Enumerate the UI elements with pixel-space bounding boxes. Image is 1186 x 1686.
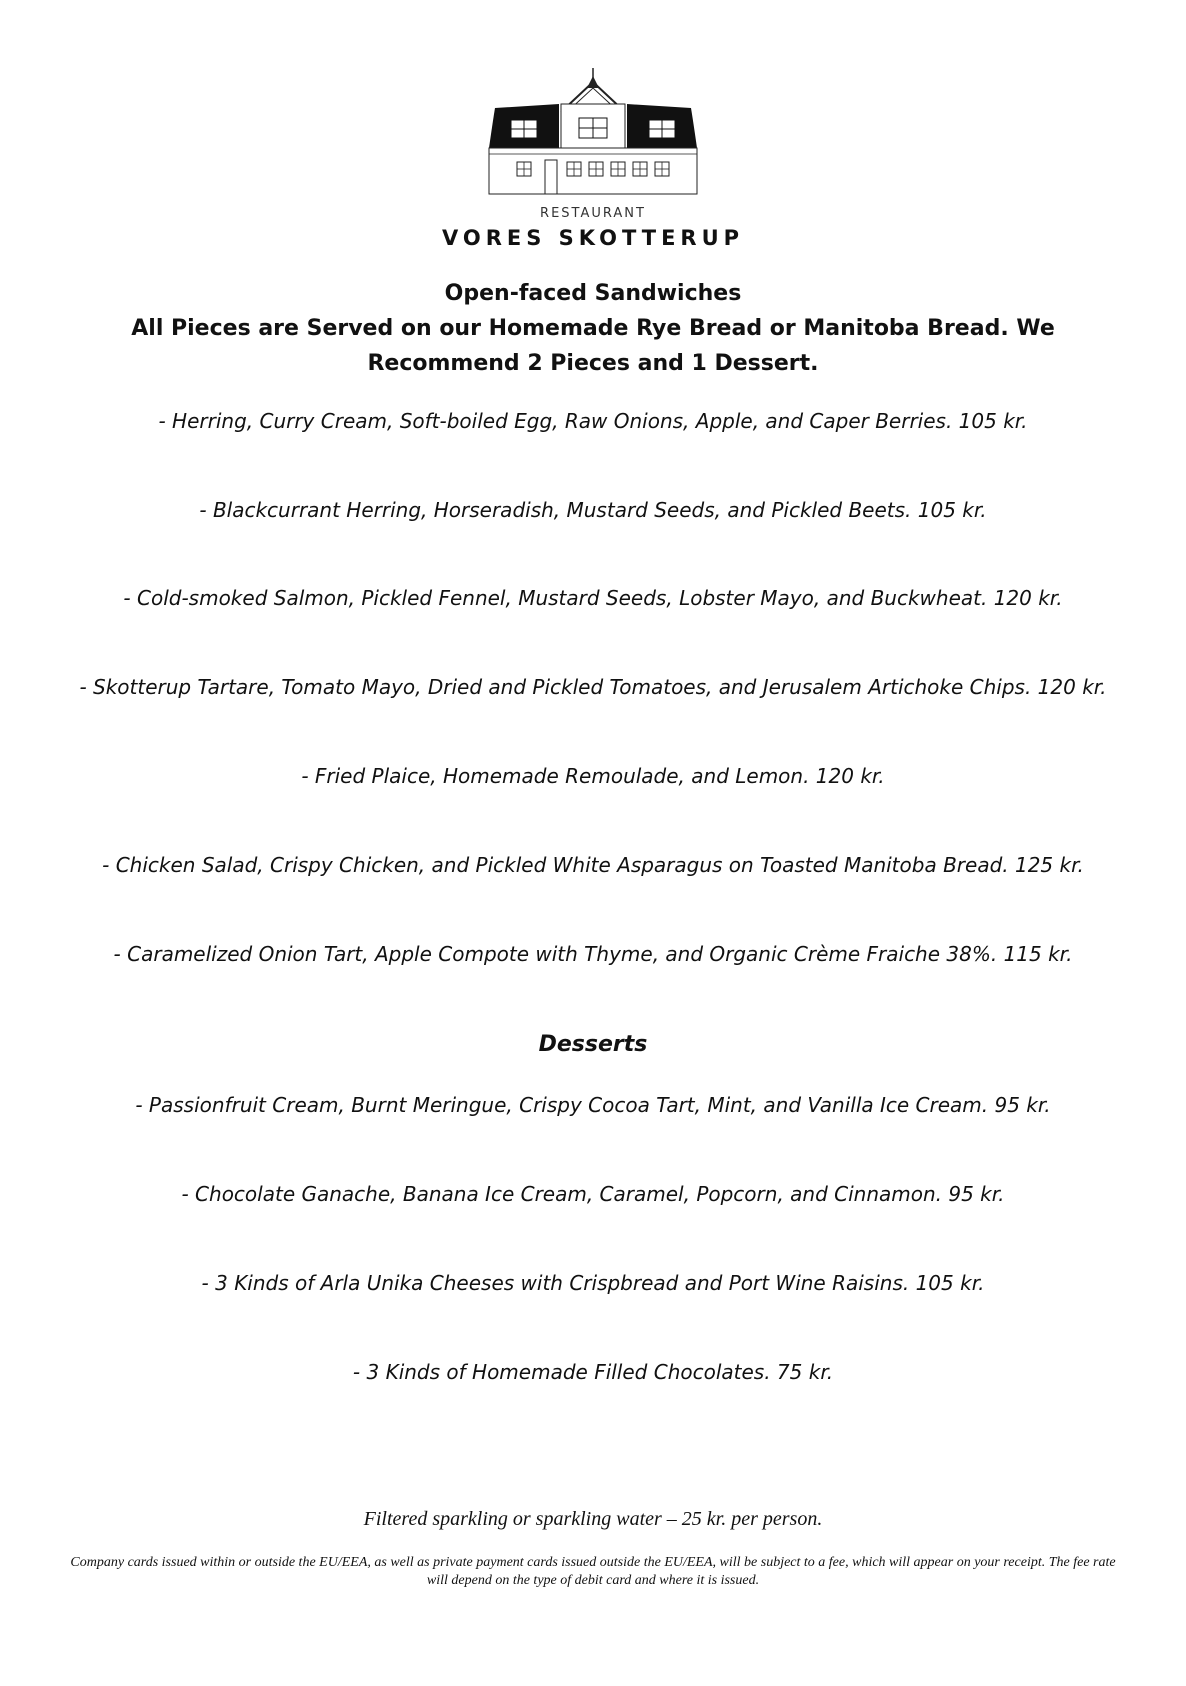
menu-item: - Blackcurrant Herring, Horseradish, Mustard Seeds, and Pickled Beets. 105 kr.: [199, 498, 987, 522]
restaurant-name: VORES SKOTTERUP: [441, 226, 745, 250]
sandwiches-title: Open-faced Sandwiches: [444, 281, 742, 306]
restaurant-house-logo: [487, 68, 699, 196]
desserts-title: Desserts: [538, 1032, 648, 1057]
sandwiches-subtitle: All Pieces are Served on our Homemade Rye Bread or Manitoba Bread. We Recommend 2 Pieces and 1 Dessert.: [131, 316, 1055, 376]
menu-item: - Herring, Curry Cream, Soft-boiled Egg, Raw Onions, Apple, and Caper Berries. 105 kr.: [158, 409, 1028, 433]
menu-item: - Fried Plaice, Homemade Remoulade, and Lemon. 120 kr.: [301, 764, 885, 788]
menu-item: - Skotterup Tartare, Tomato Mayo, Dried and Pickled Tomatoes, and Jerusalem Artichoke Chips. 120 kr.: [79, 675, 1107, 699]
menu-item: - Cold-smoked Salmon, Pickled Fennel, Mustard Seeds, Lobster Mayo, and Buckwheat. 120 kr.: [123, 586, 1063, 610]
dessert-item: - 3 Kinds of Arla Unika Cheeses with Crispbread and Port Wine Raisins. 105 kr.: [201, 1271, 985, 1295]
dessert-item: - Chocolate Ganache, Banana Ice Cream, Caramel, Popcorn, and Cinnamon. 95 kr.: [181, 1182, 1005, 1206]
card-fee-notice: Company cards issued within or outside the EU/EEA, as well as private payment cards issued outside the EU/EEA, will be subject to a fee, which will appear on your receipt. The fee rate will depend on the type of debit card and where it is issued.: [70, 1555, 1116, 1588]
restaurant-label: RESTAURANT: [540, 206, 646, 221]
dessert-item: - Passionfruit Cream, Burnt Meringue, Crispy Cocoa Tart, Mint, and Vanilla Ice Cream. 95 kr.: [135, 1093, 1051, 1117]
menu-item: - Caramelized Onion Tart, Apple Compote with Thyme, and Organic Crème Fraiche 38%. 115 kr.: [113, 942, 1073, 966]
water-note: Filtered sparkling or sparkling water – 25 kr. per person.: [363, 1508, 823, 1530]
dessert-item: - 3 Kinds of Homemade Filled Chocolates. 75 kr.: [352, 1360, 834, 1384]
menu-item: - Chicken Salad, Crispy Chicken, and Pickled White Asparagus on Toasted Manitoba Bread. 125 kr.: [102, 853, 1084, 877]
sandwiches-heading: [90, 276, 1096, 381]
